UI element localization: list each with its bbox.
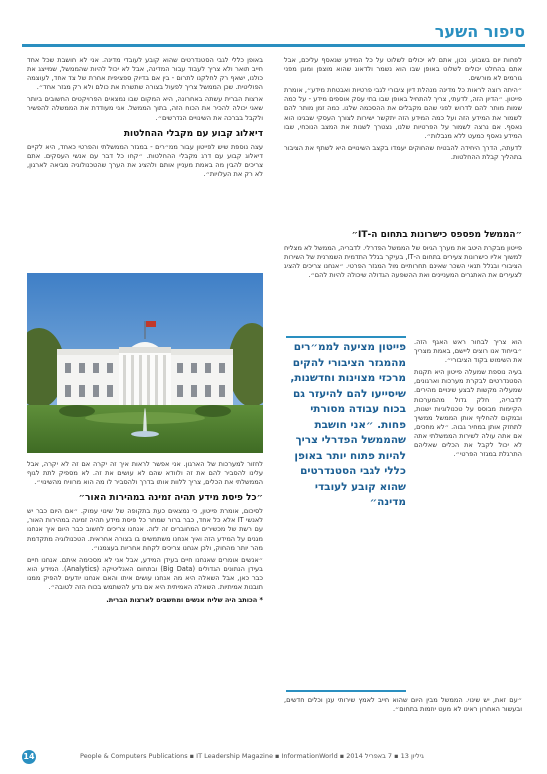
footer-publication-line: People & Computers Publications ▪ IT Leadership Magazine ▪ InformationWorld ▪ 2014 גיליון 13 ▪ 7 באפריל (80, 752, 424, 760)
paragraph: לדעתה, הדרך היחידה להבטיח שהחוקים יעמדו בקצב השינויים היא לשתף את הציבור בתהליך קבלת ההחלטות. (284, 143, 522, 161)
paragraph: לסיכום, אומרת פייטון, כי נמצאים כעת בתקופה של שינוי עמוק. ״אם היום כבר יש לאנשי IT אלא כל אחד, כבר ברור שמחר כל פיסת מידע תהיה זמינה במהירות האור, עם רשת של מכשירים המחוברים זה לזה. אנחנו צריכים לחשוב כבר היום איך אנחנו מגנים על המידע הזה ואיך אנחנו משתמשים בו בצורה אחראית. הטכנולוגיה מתקדמת מהר יותר מהחוק, ולכן אנחנו צריכים לקחת אחריות בעצמנו״. (27, 507, 263, 552)
right-column (284, 56, 522, 226)
paragraph: לפחות יום בשבוע. נכון, אתם לא יכולים לשלוט על כל המידע שנאסף עליכם, אבל אתם בהחלט יכולים לשלוט באופן שבו הוא נשמר ולדאוג שהוא מוצפן ומוגן מפני גורמים לא מורשים. (284, 56, 522, 83)
right-column-bottom (284, 696, 522, 740)
pullquote-rule-bottom (286, 690, 406, 692)
paragraph: ארצות הברית עשתה באחרונה, היא המקום שבו נמצאים הפרויקטים החשובים ביותר שאני יכולה להכיר את הכוח הזה, בתוך הממשל. אני מעודדת את הממשלה להפשיר ולקבל בברכה את השינויים הנדרשים״. (27, 95, 263, 122)
white-house-photo (27, 273, 263, 453)
left-column-bottom (27, 460, 263, 745)
footer (0, 744, 547, 774)
subheading: דיאלוג קבוע עם מקבלי ההחלטות (123, 128, 263, 139)
paragraph: ״היתה רוצה לראות כל מדינה מנהלת דיון ציבורי לגבי פרטיות ואבטחת מידע״, אומרת פייטון. ״הדיון הזה, לדעתי, צריך להתחיל באופן שבו בתי עסק אוספים מידע - על כמה שמות מותר להם לדרוש לפני שהם מקבלים את ההסכמה שלנו. כמה זמן מותר להם לשמור את המידע הזה ועל כמה המידע הזה יתקשר ישירות לצורך העסקי שבגינו הוא נאסף. אם נרצה לשמור על הפרטיות שלנו, נצטרך לשנות את המצב הנוכחי, שבו המידע נאסף כמעט ללא מגבלות״. (284, 86, 522, 140)
pullquote: פייטון מציעה לממ״רים מהמגזר הציבורי להקים מרכזי מצוינות וחדשנות, שיסייעו להם להיעזר גם בכוח עבודה מסורתי פחות. ״אני חושבת שהממשל הפדרלי צריך להיות פתוח יותר באופן כללי לגבי הסטנדרטים שהוא קובע לעובדי מדינה״ (290, 341, 406, 508)
paragraph: לחזור למערכות של הארגון. אני אפשר לראות איך זה יקרה אם זה לא יקרה, אבל עלינו להסביר להם את זה ולוודא שהם לא עושים את זה. לא מספיק לתת לגוף הממשלתי את הכלים, צריך ללוות אותו בדרך ולהסביר לו מה הוא מרוויח מהשינוי״. (27, 460, 263, 487)
page-number: 14 (22, 750, 36, 764)
subheading: ״כל פיסת מידע תהיה זמינה במהירות האור״ (78, 493, 263, 504)
right-column-lower (284, 224, 522, 334)
paragraph: פייטון מבקרת היטב את מערך הגיוס של הממשל הפדרלי. לדבריה, הממשל לא מצליח למשוך אליו כישרונות צעירים בתחום ה-IT, בעיקר בגלל התדמית השמרנית של השירות הציבורי ובגלל תנאי השכר שאינם תחרותיים מול המגזר הפרטי. ״אנחנו צריכים להציג לצעירים את האתגרים המעניינים ואת ההשפעה הגדולה שיכולה להיות להם״. (284, 244, 522, 280)
paragraph: הוא צריך לבחור ראש האגף הזה. ״בייחוד אנו רוצים ליישם, באמת מצריך את השימוש בקוד הציבורי״. (414, 338, 522, 365)
paragraph: ״עם זאת, יש שינוי. הממשל מבין היום שהוא חייב לאמץ שירותי ענן וכלים חדשים, ובעשור האחרון ראינו לא מעט יוזמות בתחום״. (284, 696, 522, 714)
author-footnote: * הכותב היה שליח אנשים ומחשבים לארצות הברית. (106, 596, 263, 605)
left-column-top (27, 56, 263, 271)
paragraph: באופן כללי לגבי הסטנדרטים שהוא קובע לעובדי מדינה. אני לא חושבת שכל אחד חייב תואר ולא צריך לעבוד עבור המדינה, אבל לא יכול להיות שהממשל, שמייצג את כולנו, ישאף רק לחלקנו לתרום - בין אם בדיוק ספציפית אחרת של צד אחד, לעוצמה הפוליטית. שכן הממשל צריך לפעול בצורה שתשרת את כולם ולא רק מגזר אחד״. (27, 56, 263, 92)
header-rule (22, 44, 525, 47)
right-column-narrow (414, 338, 522, 693)
paragraph: ״אנשים אומרים שאנחנו חיים בעידן המידע, אבל אני לא מסכימה איתם. אנחנו חיים בעידן הנתונים הגדולים (Big Data) ובתחום האנליטיקה (Analytics). המידע הוא כבר כאן, אבל השאלה היא מה אנחנו עושים איתו והאם אנחנו יודעים להפיק ממנו תובנות אמיתיות. השאלה האמיתית היא אם נדע להשתמש בכוח הזה לטובה״. (27, 555, 263, 592)
paragraph: עצה נוספת שיש לפייטון עבור ממ״רים - במגזר הממשלתי והפרטי כאחד, היא לקיים דיאלוג קבוע עם דרג מקבלי ההחלטות. ״קחו כל דבר עם אנשי העסקים. אתם צריכים להבין מה באמת מעניין אותם ולהציג את הערך שהטכנולוגיה מביאה לארגון, לא רק את העלויות״. (27, 142, 263, 178)
section-title: סיפור השער (434, 22, 525, 41)
subheading: ״הממשל מפספס כישרונות בתחום ה-IT״ (351, 230, 522, 240)
pullquote-rule-top (286, 336, 406, 338)
paragraph: בעיה נוספת שמעלה פייטון היא תקנות הסטנדרטים לבקרת מערכות וארגונים, שמעליה מקשות לבצע שינויים מהירים. לדבריה, חלק גדול מהמערכות הקיימות מבוסס על טכנולוגיות ישנות, ובמקום להחליף אותן הממשל ממשיך לתחזק אותן במחיר גבוה. ״לא מחכים, אם אתה עולה לשירות הממשלתי אתה לא יכול לקבל את הכלים שאליהם התרגלת במגזר הפרטי״. (414, 368, 522, 459)
white-house-illustration (27, 273, 263, 453)
